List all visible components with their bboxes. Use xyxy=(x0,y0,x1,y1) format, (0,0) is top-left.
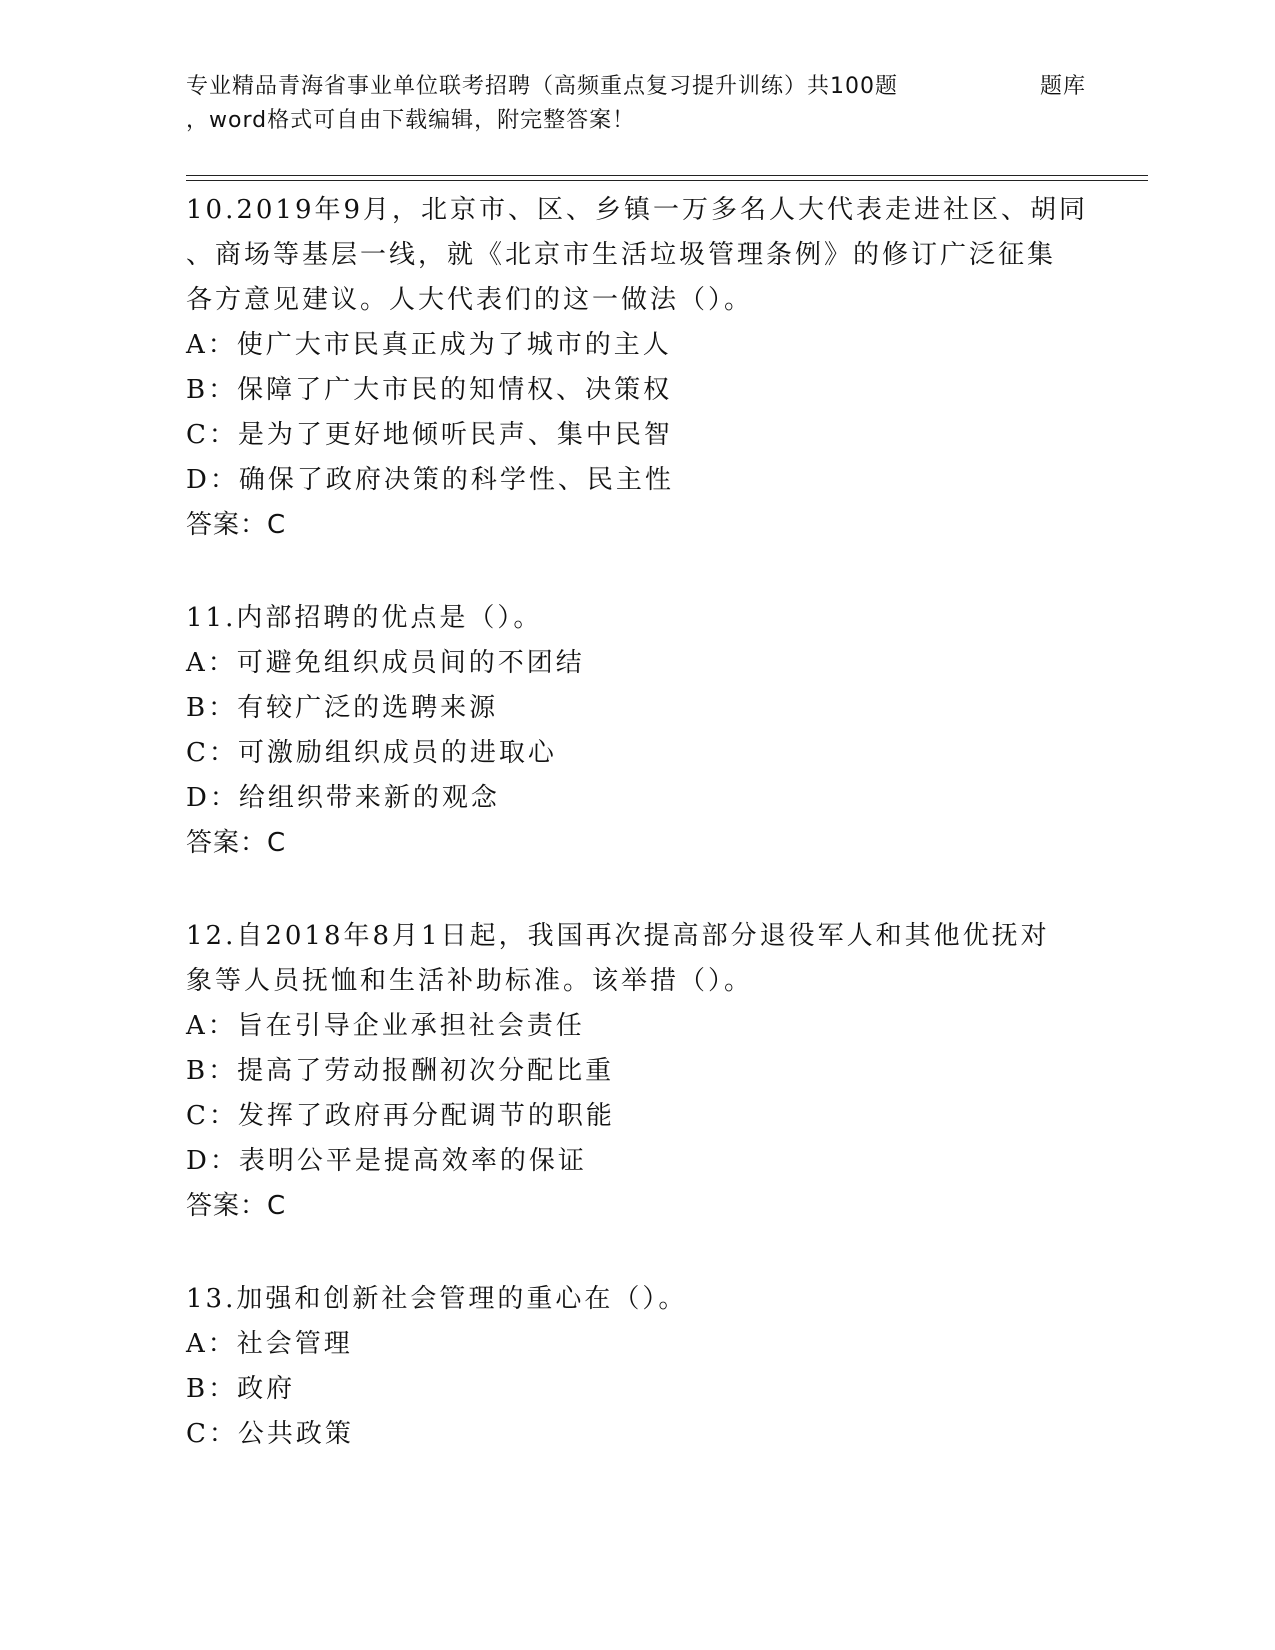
question-stem-line: 象等人员抚恤和生活补助标准。该举措（）。 xyxy=(186,966,754,996)
option-c: C：是为了更好地倾听民声、集中民智 xyxy=(186,420,673,450)
question-10 xyxy=(186,188,1089,548)
question-11 xyxy=(186,596,1086,866)
question-stem-line: 各方意见建议。人大代表们的这一做法（）。 xyxy=(186,285,754,315)
option-a: A：社会管理 xyxy=(186,1329,353,1359)
answer-line: 答案：C xyxy=(186,828,287,858)
option-b: B：有较广泛的选聘来源 xyxy=(186,693,499,723)
option-d: D：确保了政府决策的科学性、民主性 xyxy=(186,465,674,495)
option-a: A：可避免组织成员间的不团结 xyxy=(186,648,585,678)
question-stem-line: 10.2019年9月，北京市、区、乡镇一万多名人大代表走进社区、胡同 xyxy=(186,195,1089,225)
option-b: B：提高了劳动报酬初次分配比重 xyxy=(186,1056,615,1086)
option-a: A：使广大市民真正成为了城市的主人 xyxy=(186,330,672,360)
question-bank-label: 题库 xyxy=(1039,74,1086,99)
question-stem-line: 、商场等基层一线，就《北京市生活垃圾管理条例》的修订广泛征集 xyxy=(186,240,1057,270)
answer-line: 答案：C xyxy=(186,1191,287,1221)
option-b: B：政府 xyxy=(186,1374,296,1404)
document-title: 专业精品青海省事业单位联考招聘（高频重点复习提升训练）共100题 xyxy=(186,74,898,99)
option-c: C：可激励组织成员的进取心 xyxy=(186,738,557,768)
option-b: B：保障了广大市民的知情权、决策权 xyxy=(186,375,673,405)
question-stem-line: 12.自2018年8月1日起，我国再次提高部分退役军人和其他优抚对 xyxy=(186,921,1050,951)
header-line-1 xyxy=(186,70,1086,104)
header-divider-bottom xyxy=(186,180,1148,181)
question-stem-line: 11.内部招聘的优点是（）。 xyxy=(186,603,543,633)
header-subtitle: ，word格式可自由下载编辑，附完整答案！ xyxy=(186,108,636,133)
page-header xyxy=(186,70,1146,138)
option-c: C：公共政策 xyxy=(186,1419,354,1449)
question-stem-line: 13.加强和创新社会管理的重心在（）。 xyxy=(186,1284,688,1314)
option-a: A：旨在引导企业承担社会责任 xyxy=(186,1011,585,1041)
question-12 xyxy=(186,914,1086,1229)
question-13 xyxy=(186,1277,1086,1457)
header-divider-top xyxy=(186,175,1148,176)
option-c: C：发挥了政府再分配调节的职能 xyxy=(186,1101,615,1131)
option-d: D：表明公平是提高效率的保证 xyxy=(186,1146,587,1176)
option-d: D：给组织带来新的观念 xyxy=(186,783,500,813)
answer-line: 答案：C xyxy=(186,510,287,540)
